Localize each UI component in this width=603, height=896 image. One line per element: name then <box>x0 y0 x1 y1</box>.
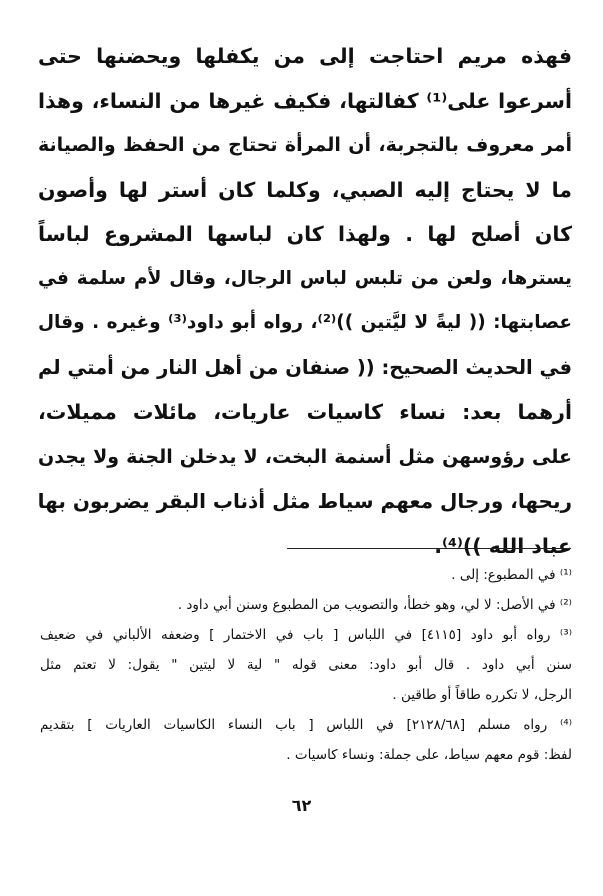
text-line-6: يسترها، ولعن من تلبس لباس الرجال، وقال لأم سلمة في <box>38 267 572 289</box>
footnote-separator <box>287 548 571 549</box>
text-line-7: عصابتها: (( ليةً لا ليَّتين ))⁽²⁾، رواه أبو داود⁽³⁾ وغيره . وقال <box>38 312 573 333</box>
footnote-3-line-3: الرجل، لا تكرره طاقاً أو طاقين . <box>392 687 572 703</box>
text-line-1: فهذه مريم احتاجت إلى من يكفلها ويحضنها حتى <box>38 44 572 68</box>
footnote-4-line-2: لفظ: قوم معهم سياط، على جملة: ونساء كاسيات . <box>286 747 572 763</box>
footnotes <box>40 560 572 770</box>
text-line-4: ما لا يحتاج إليه الصبي، وكلما كان أستر لها وأصون <box>38 177 572 202</box>
text-line-5: كان أصلح لها . ولهذا كان لباسها المشروع لباساً <box>38 222 572 246</box>
text-line-11: ريحها، ورجال معهم سياط مثل أذناب البقر يضربون بها <box>37 489 572 513</box>
text-line-12: عباد الله ))⁽⁴⁾. <box>434 533 572 558</box>
footnote-4-line-1: ⁽⁴⁾ رواه مسلم [٢١٢٨/٦٨] في اللباس [ باب النساء الكاسيات العاريات ] بتقديم <box>40 717 573 733</box>
footnote-1: ⁽¹⁾ في المطبوع: إلى . <box>451 567 572 583</box>
text-line-9: أرهما بعد: نساء كاسيات عاريات، مائلات مميلات، <box>38 400 572 424</box>
footnote-3-line-2: سنن أبي داود . قال أبو داود: معنى قوله " لية لا ليتين " يقول: لا تعتم مثل <box>40 657 572 673</box>
text-line-8: في الحديث الصحيح: (( صنفان من أهل النار من أمتي لم <box>38 355 572 379</box>
text-line-3: أمر معروف بالتجربة، أن المرأة تحتاج من الحفظ والصيانة <box>38 134 572 156</box>
text-line-10: على رؤوسهن مثل أسنمة البخت، لا يدخلن الجنة ولا يجدن <box>38 445 572 468</box>
text-line-2: أسرعوا على⁽¹⁾ كفالتها، فكيف غيرها من النساء، وهذا <box>38 88 572 113</box>
main-text <box>38 34 572 568</box>
footnote-3-line-1: ⁽³⁾ رواه أبو داود [٤١١٥] في اللباس [ باب في الاختمار ] وضعفه الألباني في ضعيف <box>40 627 573 643</box>
footnote-2: ⁽²⁾ في الأصل: لا لي، وهو خطأ، والتصويب من المطبوع وسنن أبي داود . <box>177 597 572 613</box>
page-number: ٦٢ <box>291 796 312 815</box>
